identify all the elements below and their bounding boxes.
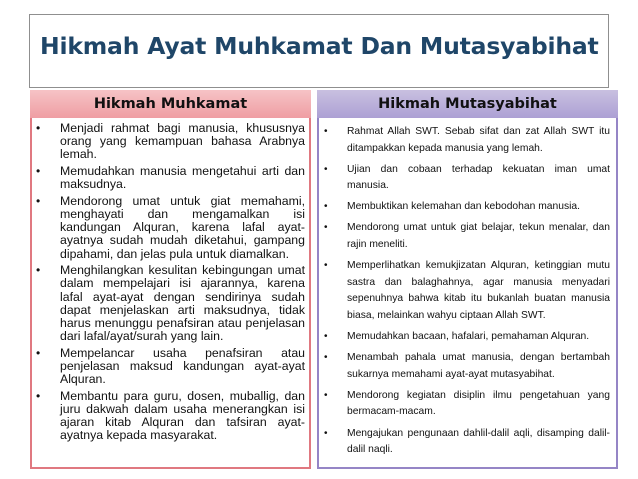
- bullet-icon: •: [36, 121, 41, 135]
- bullet-icon: •: [36, 193, 41, 208]
- list-item: • Menjadi rahmat bagi manusia, khususnya orang yang kemampuan bahasa Arabnya lemah.: [36, 121, 305, 162]
- bullet-icon: •: [36, 164, 41, 178]
- bullet-icon: •: [36, 263, 41, 278]
- list-item: • Rahmat Allah SWT. Sebab sifat dan zat Allah SWT itu ditampakkan kepada manusia yang lemah.: [324, 126, 610, 154]
- muhkamat-panel: [30, 118, 311, 469]
- bullet-icon: •: [324, 260, 328, 272]
- list-item: • Mempelancar usaha penafsiran atau penjelasan maksud kandungan ayat-ayat Alquran.: [36, 345, 305, 387]
- mutasyabihat-heading: Hikmah Mutasyabihat: [317, 90, 618, 118]
- list-item: • Mendorong umat untuk giat belajar, tekun menalar, dan rajin meneliti.: [324, 222, 610, 251]
- list-item: • Menghilangkan kesulitan kebingungan umat dalam mempelajari isi ajarannya, karena lafal ayat-ayat dengan sendirinya sudah dapat menjelaskan arti maksudnya, tidak harus menunggu penafsiran atau penjelasan dari lafal/ayat/surah yang lain.: [36, 263, 305, 344]
- list-item: • Menambah pahala umat manusia, dengan bertambah sukarnya memahami ayat-ayat mutasyabihat.: [324, 352, 610, 380]
- bullet-icon: •: [324, 163, 328, 175]
- list-item: • Mendorong umat untuk giat memahami, menghayati dan mengamalkan isi kandungan Alquran, karena lafal ayat-ayatnya sudah mudah diketahui, gampang dipahami, dan jelas pula untuk diamalkan.: [36, 193, 305, 261]
- muhkamat-list: [32, 122, 305, 446]
- list-item: • Ujian dan cobaan terhadap kekuatan iman umat manusia.: [324, 163, 610, 192]
- list-item: • Memudahkan bacaan, hafalari, pemahaman Alquran.: [319, 329, 610, 346]
- bullet-icon: •: [324, 222, 328, 234]
- bullet-icon: •: [324, 201, 328, 213]
- title-box: [29, 14, 609, 88]
- bullet-icon: •: [324, 126, 328, 137]
- list-item: • Memperlihatkan kemukjizatan Alquran, ketinggian mutu sastra dan balaghahnya, agar manusia menyadari sepenuhnya bahwa kitab itu bukanlah buatan manusia biasa, melainkan wahyu ciptaan Allah SWT.: [324, 260, 610, 321]
- list-item: • Membantu para guru, dosen, muballig, dan juru dakwah dalam usaha menerangkan isi ajaran kitab Alquran dan tafsiran ayat-ayatnya kepada masyarakat.: [36, 388, 305, 443]
- bullet-icon: •: [324, 352, 328, 364]
- mutasyabihat-list: [319, 124, 610, 463]
- bullet-icon: •: [324, 331, 328, 343]
- bullet-icon: •: [36, 345, 41, 360]
- muhkamat-heading: Hikmah Muhkamat: [30, 90, 311, 118]
- list-item: • Mengajukan pengunaan dahlil-dalil aqli, disamping dalil-dalil naqli.: [324, 427, 610, 456]
- bullet-icon: •: [324, 427, 328, 439]
- mutasyabihat-panel: [317, 118, 618, 469]
- page-title: Hikmah Ayat Muhkamat Dan Mutasyabihat: [40, 32, 599, 60]
- list-item: • Mendorong kegiatan disiplin ilmu pengetahuan yang bermacam-macam.: [324, 389, 610, 418]
- list-item: • Memudahkan manusia mengetahui arti dan maksudnya.: [36, 164, 305, 192]
- bullet-icon: •: [36, 388, 41, 403]
- bullet-icon: •: [324, 389, 328, 401]
- list-item: • Membuktikan kelemahan dan kebodohan manusia.: [319, 199, 610, 216]
